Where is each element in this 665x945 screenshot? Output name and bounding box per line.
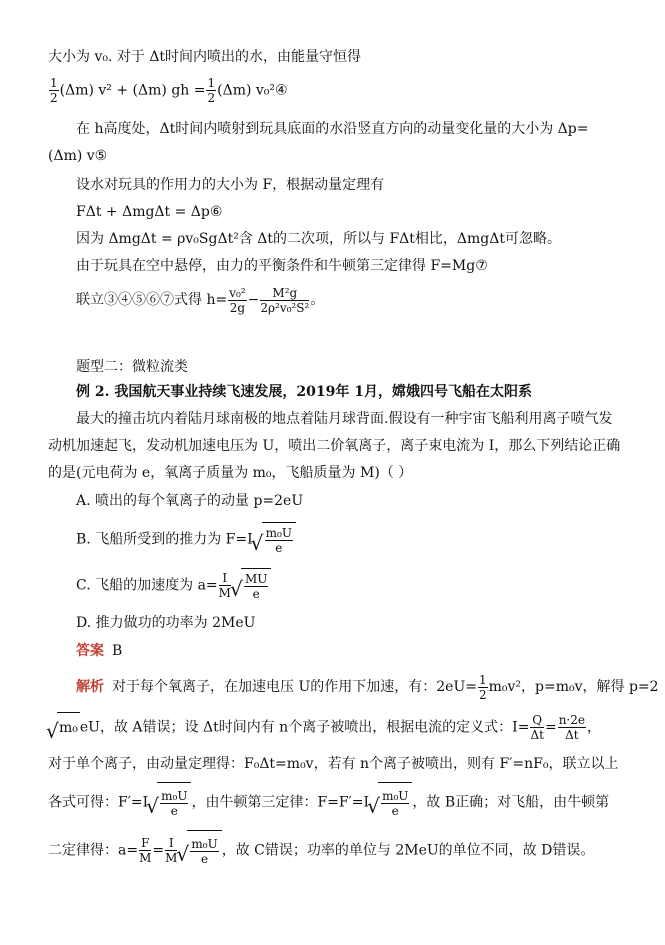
period: 。 bbox=[310, 292, 325, 308]
analysis-line-5 bbox=[48, 830, 594, 871]
answer-line bbox=[76, 642, 122, 660]
line-6: FΔt + ΔmgΔt = Δp⑥ bbox=[76, 204, 223, 220]
fraction-i-m-2: $\frac{I}{M}$ bbox=[165, 836, 178, 865]
section-heading: 题型二：微粒流类 bbox=[76, 359, 188, 375]
option-b bbox=[76, 522, 296, 557]
minus-sign: − bbox=[247, 292, 260, 308]
fraction-f-m: $\frac{F}{M}$ bbox=[139, 836, 152, 865]
line-5: 设水对玩具的作用力的大小为 F，根据动量定理有 bbox=[76, 177, 385, 193]
analysis-line-2 bbox=[48, 712, 601, 743]
sqrt-m0eu: √ m₀ bbox=[48, 712, 80, 743]
line-1: 大小为 v₀. 对于 Δt时间内喷出的水，由能量守恒得 bbox=[48, 49, 362, 65]
example-label: 例 2 bbox=[76, 384, 105, 400]
line-2-energy-equation bbox=[48, 76, 288, 105]
sqrt-m0u-e: √ $\frac{\text{m₀U}}{e}$ bbox=[253, 522, 296, 557]
analysis-line-4 bbox=[48, 782, 609, 823]
analysis-2a: eU，故 A错误；设 Δt时间内有 n个离子被喷出，根据电流的定义式：I= bbox=[79, 719, 530, 736]
example-text: . 我国航天事业持续飞速发展，2019年 1月，嫦娥四号飞船在太阳系 bbox=[104, 384, 532, 400]
fraction-n2e-dt: $\frac{n\cdot 2e}{\Delta t}$ bbox=[558, 713, 585, 742]
problem-line-1: 最大的撞击坑内着陆月球南极的地点着陆月球背面.假设有一种宇宙飞船利用离子喷气发 bbox=[76, 411, 613, 427]
line-8: 由于玩具在空中悬停，由力的平衡条件和牛顿第三定律得 F=Mg⑦ bbox=[76, 258, 488, 274]
fraction-half-3: $\frac{1}{2}$ bbox=[478, 672, 487, 702]
equals-2: = bbox=[152, 842, 165, 859]
equals: = bbox=[544, 719, 557, 736]
comma: ， bbox=[586, 719, 601, 736]
option-c-text: C. 飞船的加速度为 a= bbox=[76, 577, 218, 594]
fraction-m2g: $\frac{\text{M²g}}{\text{2ρ²v₀²S²}}$ bbox=[260, 285, 310, 315]
line-9-result bbox=[76, 285, 324, 315]
analysis-4b: ，由牛顿第三定律：F=F′=I bbox=[191, 794, 370, 811]
analysis-4a: 各式可得：F′=I bbox=[48, 794, 149, 811]
fraction-v0sq-2g: $\frac{\text{v₀²}}{2g}$ bbox=[229, 285, 246, 315]
sqrt-m0u-e-4: √ $\frac{\text{m₀U}}{e}$ bbox=[178, 830, 221, 871]
analysis-label: 解析 bbox=[76, 679, 104, 695]
analysis-line-3: 对于单个离子，由动量定理得：F₀Δt=m₀v，若有 n个离子被喷出，则有 F′=nF₀，联立以上 bbox=[48, 756, 619, 772]
line-4: (Δm) v⑤ bbox=[48, 148, 108, 164]
analysis-1b: m₀v²，p=m₀v，解得 p=2 bbox=[488, 679, 659, 695]
analysis-5a: 二定律得：a= bbox=[48, 842, 139, 859]
fraction-i-m: $\frac{I}{M}$ bbox=[218, 571, 231, 600]
sqrt-mu-e: √ $\frac{MU}{e}$ bbox=[232, 568, 271, 603]
analysis-1a: 对于每个氧离子，在加速电压 U的作用下加速，有：2eU= bbox=[112, 679, 477, 695]
result-prefix: 联立③④⑤⑥⑦式得 h= bbox=[76, 292, 228, 308]
fraction-q-dt: $\frac{Q}{\Delta t}$ bbox=[530, 713, 544, 742]
option-b-text: B. 飞船所受到的推力为 F=I bbox=[76, 531, 253, 548]
analysis-line-1 bbox=[76, 672, 659, 702]
option-d: D. 推力做功的功率为 2MeU bbox=[76, 615, 256, 631]
answer-value: B bbox=[112, 643, 123, 659]
line-7: 因为 ΔmgΔt = ρv₀SgΔt²含 Δt的二次项，所以与 FΔt相比，ΔmgΔt可忽略。 bbox=[76, 231, 561, 247]
fraction-half: $\frac{1}{2}$ bbox=[50, 76, 58, 105]
problem-line-3: 的是(元电荷为 e，氧离子质量为 m₀，飞船质量为 M)（ ） bbox=[48, 465, 413, 481]
energy-rhs: (Δm) v₀²④ bbox=[217, 82, 288, 99]
sqrt-m0u-e-2: √ $\frac{\text{m₀U}}{e}$ bbox=[148, 782, 191, 823]
sqrt-m0u-e-3: √ $\frac{\text{m₀U}}{e}$ bbox=[369, 782, 412, 823]
line-3: 在 h高度处，Δt时间内喷射到玩具底面的水沿竖直方向的动量变化量的大小为 Δp= bbox=[76, 121, 589, 137]
analysis-5b: ，故 C错误；功率的单位与 2MeU的单位不同，故 D错误。 bbox=[221, 842, 595, 859]
analysis-4c: ，故 B正确；对飞船，由牛顿第 bbox=[412, 794, 610, 811]
energy-lhs: (Δm) v² + (Δm) gh = bbox=[59, 82, 206, 99]
fraction-half-2: $\frac{1}{2}$ bbox=[207, 76, 216, 105]
example-title bbox=[76, 383, 532, 401]
option-a: A. 喷出的每个氧离子的动量 p=2eU bbox=[76, 493, 304, 509]
option-c bbox=[76, 568, 271, 603]
problem-line-2: 动机加速起飞，发动机加速电压为 U，喷出二价氧离子，离子束电流为 I，那么下列结论正确 bbox=[48, 438, 621, 454]
answer-label: 答案 bbox=[76, 643, 104, 659]
